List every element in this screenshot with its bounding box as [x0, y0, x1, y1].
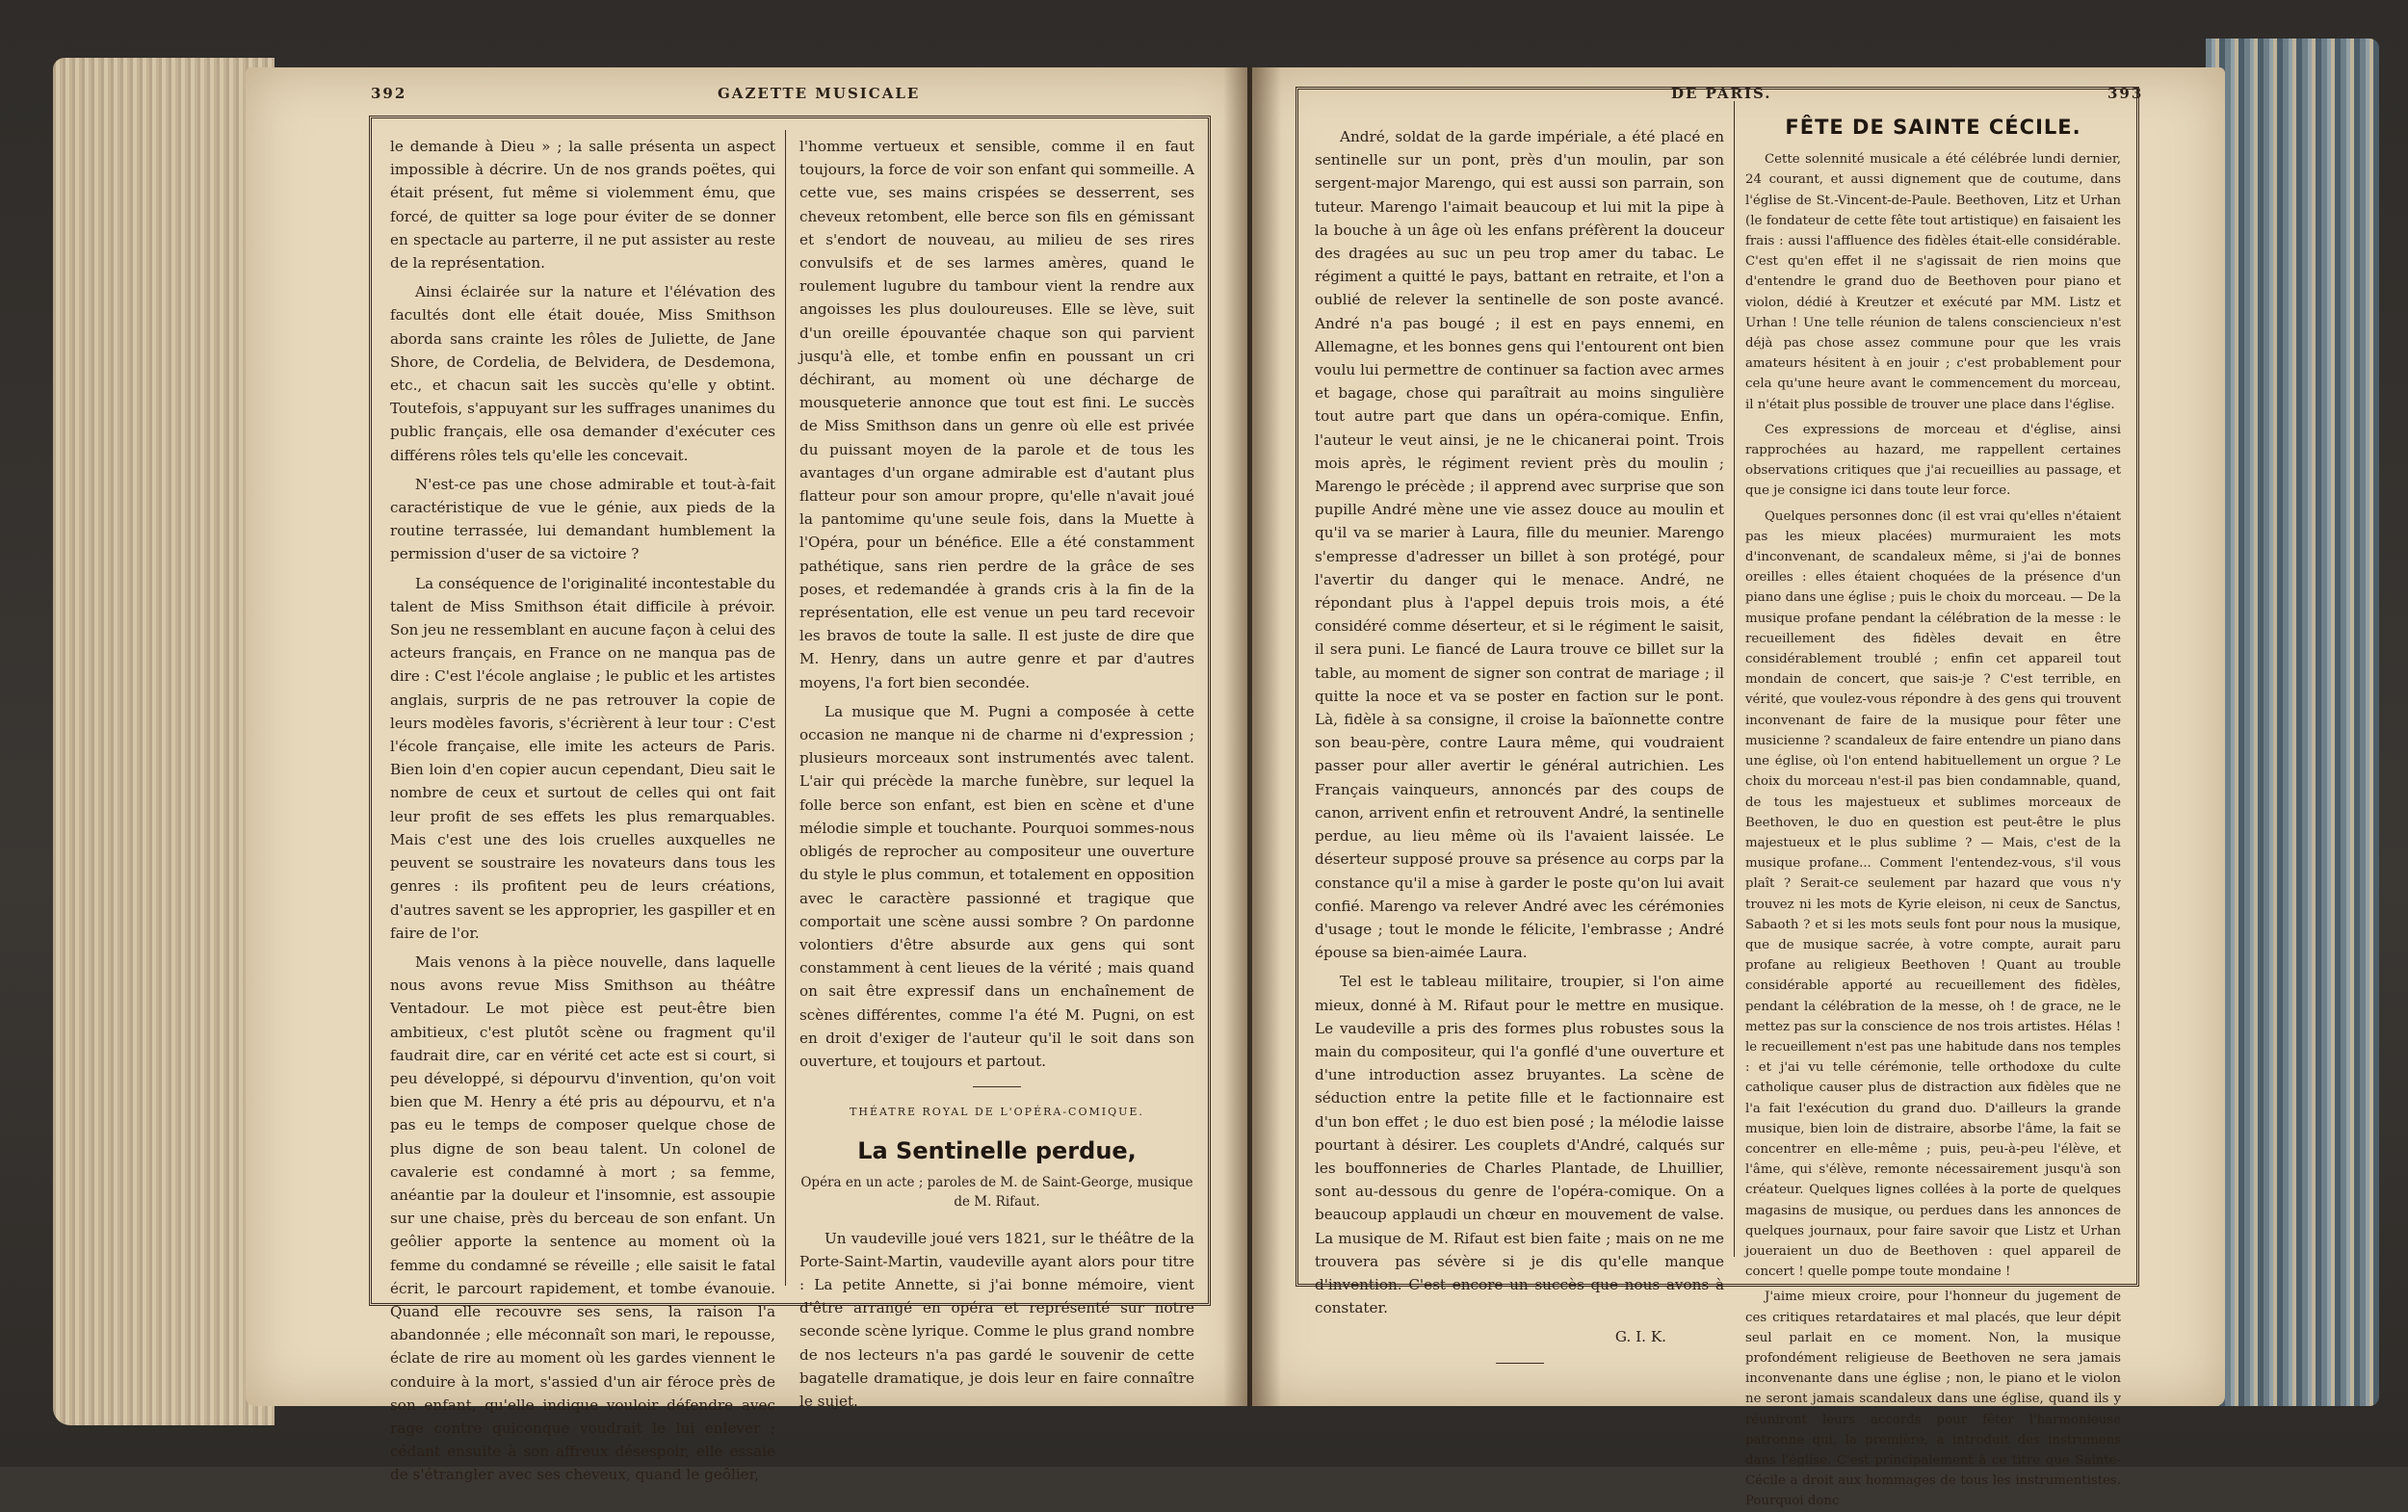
- paragraph: J'aime mieux croire, pour l'honneur du jugement de ces critiques retardataires et mal placés, que leur dépit seul parlait en ce moment. Non, la musique profondément religieuse de Beethoven ne sera jamais inconvenante dans une église ; non, le piano et le violon ne seront jamais scandaleux dans une église, quand ils y réuniront leurs accords pour fêter l'harmonieuse patronne qui, la première, a introduit des instrumens dans l'église. C'est principalement à ce titre que Sainte-Cécile a droit aux hommages de tous les instrumentistes. Pourquoi donc: [1745, 1290, 2121, 1509]
- paragraph: Ainsi éclairée sur la nature et l'élévation des facultés dont elle était douée, Miss Smithson aborda sans crainte les rôles de Juliette, de Jane Shore, de Cordelia, de Belvidera, de Desdemona, etc., et chacun sait les succès qu'elle y obtint. Toutefois, s'appuyant sur les suffrages unanimes du public français, elle osa demander d'exécuter ces différens rôles tels qu'elle les concevait.: [390, 283, 775, 464]
- article-title: La Sentinelle perdue,: [857, 1137, 1137, 1165]
- book-fore-edge-left: [53, 58, 275, 1425]
- paragraph: La musique que M. Pugni a composée à cette occasion ne manque ni de charme ni d'expression ; plusieurs morceaux sont instrumentés avec talent. L'air qui précède la marche funèbre, sur lequel la folle berce son enfant, est bien en scène et d'une mélodie simple et touchante. Pourquoi sommes-nous obligés de reprocher au compositeur une ouverture du style le plus commun, et totalement en opposition avec le caractère passionné et tragique que comportait une scène aussi sombre ? On pardonne volontiers d'être absurde aux gens qui sont constamment à cent lieues de la vérité ; mais quand on sait être expressif dans un enchaînement de scènes différentes, comme l'a été M. Pugni, on est en droit d'exiger de l'auteur qu'il le soit dans son ouverture, et toujours et partout.: [799, 702, 1194, 1070]
- paragraph: Ces expressions de morceau et d'église, ainsi rapprochées au hazard, me rappellent certaines observations critiques que j'ai recueillies au passage, et que je consigne ici dans toute leur force.: [1745, 422, 2121, 499]
- paragraph: Mais venons à la pièce nouvelle, dans laquelle nous avons revue Miss Smithson au théâtre Ventadour. Le mot pièce est peut-être bien ambitieux, c'est plutôt scène ou fragment qu'il faudrait dire, car en vérité cet acte est si court, si peu développé, si dépourvu d'invention, qu'on voit bien que M. Henry a été pris au dépourvu, et n'a pas eu le temps de composer quelque chose de plus digne de son beau talent. Un colonel de cavalerie est condamné à mort ; sa femme, anéantie par la douleur et l'insomnie, est assoupie sur une chaise, près du berceau de son enfant. Un geôlier apporte la sentence au moment où la femme du condamné se réveille ; elle saisit le fatal écrit, le parcourt rapidement, et tombe évanouie. Quand elle recouvre ses sens, la raison l'a abandonnée ; elle méconnaît son mari, le repousse, éclate de rire au moment où les gardes viennent le conduire à la mort, s'assied d'un air féroce près de son enfant, qu'elle indique vouloir défendre avec rage contre quiconque voudrait le lui enlever ; cédant ensuite à son affreux désespoir, elle essaie de s'étrangler avec ses cheveux, quand le geôlier,: [390, 952, 775, 1484]
- left-page-number: 392: [371, 85, 407, 102]
- left-column-2: [799, 135, 1194, 1410]
- section-divider: [1496, 1363, 1544, 1364]
- right-column-2: [1745, 114, 2121, 1509]
- fete-title: FÊTE DE SAINTE CÉCILE.: [1785, 116, 2081, 139]
- right-running-head: DE PARIS.: [1671, 85, 1772, 102]
- section-label: THÉATRE ROYAL DE L'OPÉRA-COMIQUE.: [850, 1106, 1144, 1119]
- article-subtitle: Opéra en un acte ; paroles de M. de Saint-George, musique de M. Rifaut.: [800, 1174, 1193, 1210]
- paragraph: Un vaudeville joué vers 1821, sur le théâtre de la Porte-Saint-Martin, vaudeville ayant alors pour titre : La petite Annette, si j'ai bonne mémoire, vient d'être arrangé en opéra et représenté sur notre seconde scène lyrique. Comme le plus grand nombre de nos lecteurs n'a pas gardé le souvenir de cette bagatelle dramatique, je dois leur en faire connaître le sujet.: [799, 1229, 1194, 1410]
- paragraph: N'est-ce pas une chose admirable et tout-à-fait caractéristique de vue le génie, aux pieds de la routine terrassée, lui demandant humblement la permission d'user de sa victoire ?: [390, 475, 775, 563]
- left-column-1: [390, 135, 775, 1484]
- book-gutter: [1223, 67, 1281, 1406]
- right-column-1: [1315, 125, 1724, 1346]
- paragraph: le demande à Dieu » ; la salle présenta un aspect impossible à décrire. Un de nos grands poëtes, qui était présent, fut même si violemment ému, que forcé, de quitter sa loge pour éviter de se donner en spectacle au parterre, il ne put assister au reste de la représentation.: [390, 138, 775, 273]
- paragraph: La conséquence de l'originalité incontestable du talent de Miss Smithson était difficile à prévoir. Son jeu ne ressemblant en aucune façon à celui des acteurs français, en France on ne manqua pas de dire : C'est l'école anglaise ; le public et les artistes anglais, surpris de ne pas retrouver la copie de leurs modèles favoris, s'écrièrent à leur tour : C'est l'école française, elle imite les acteurs de Paris. Bien loin d'en copier aucun cependant, Dieu sait le nombre de ceux et surtout de celles qui ont fait leur profit de ses effets les plus remarquables. Mais c'est une des lois cruelles auxquelles ne peuvent se soustraire les novateurs dans tous les genres : ils profitent peu de leurs créations, d'autres savent se les approprier, les gaspiller et en faire de l'or.: [390, 574, 775, 942]
- paragraph: Quelques personnes donc (il est vrai qu'elles n'étaient pas les mieux placées) murmuraient les mots d'inconvenant, de scandaleux même, si j'ai de bonnes oreilles : elles étaient choquées de la présence d'un piano dans une église ; puis le choix du morceau. — De la musique profane pendant la célébration de la messe : le recueillement des fidèles devait en être considérablement troublé ; enfin cet appareil tout mondain de concert, que sais-je ? C'est terrible, en vérité, que voulez-vous répondre à des gens qui trouvent inconvenant de faire de la musique pour fêter une musicienne ? scandaleux de faire entendre un piano dans une église, où l'on entend habituellement un orgue ? Le choix du morceau n'est-il pas bien condamnable, quand, de tous les majestueux et sublimes morceaux de Beethoven, le duo en question est peut-être le plus majestueux et le plus sublime ? — Mais, c'est de la musique profane... Comment l'entendez-vous, s'il vous plaît ? Serait-ce seulement par hazard que vous n'y trouvez ni les mots de Kyrie eleison, ni ceux de Sanctus, Sabaoth ? et si les mots seuls font pour nous la musique, que de musique sacrée, à votre compte, aurait paru profane au religieux Beethoven ! Quant au trouble considérable apporté au recueillement des fidèles, pendant la célébration de la messe, oh ! de grace, ne le mettez pas sur la conscience de nos trois artistes. Hélas ! le recueillement n'est pas une habitude dans nos temples : et j'ai vu telle cérémonie, telle orthodoxe du culte catholique causer plus de distraction aux fidèles que ne l'a fait l'exécution du grand duo. D'ailleurs la grande musique, bien loin de distraire, absorbe l'âme, la fait se concentrer en elle-même ; puis, peu-à-peu l'élève, et l'âme, qui s'élève, remonte nécessairement jusqu'à son créateur. Quelques lignes collées à la porte de quelques magasins de musique, ou perdues dans les annonces de quelques journaux, pour faire savoir que Listz et Urhan joueraient un duo de Beethoven : quel appareil de concert ! quelle pompe toute mondaine !: [1745, 508, 2121, 1280]
- paragraph: Cette solennité musicale a été célébrée lundi dernier, 24 courant, et aussi dignement que de coutume, dans l'église de St.-Vincent-de-Paule. Beethoven, Litz et Urhan (le fondateur de cette fête tout artistique) en faisaient les frais : aussi l'affluence des fidèles était-elle considérable. C'est qu'en effet il ne s'agissait de rien moins que d'entendre le grand duo de Beethoven pour piano et violon, dédié à Kreutzer et exécuté par MM. Listz et Urhan ! Une telle réunion de talens consciencieux n'est déjà pas chose assez commune pour que les vrais amateurs hésitent à en jouir ; c'est probablement pour cela qu'une heure avant le commencement du morceau, il n'était plus possible de trouver une place dans l'église.: [1745, 152, 2121, 412]
- right-page-number: 393: [2107, 85, 2144, 102]
- paragraph: André, soldat de la garde impériale, a été placé en sentinelle sur un pont, près d'un moulin, par son sergent-major Marengo, qui est aussi son parrain, son tuteur. Marengo l'aimait beaucoup et lui mit la pipe à la bouche à un âge où les enfans préfèrent la douceur des dragées au suc un peu trop amer du tabac. Le régiment a quitté le pays, battant en retraite, et l'on a oublié de relever la sentinelle de son poste avancé. André n'a pas bougé ; il est en pays ennemi, en Allemagne, et les bonnes gens qui l'entourent ont bien voulu lui permettre de continuer sa faction avec armes et bagage, chose qui paraîtrait au moins singulière tout autre part que dans un opéra-comique. Enfin, l'auteur le veut ainsi, je ne le chicanerai point. Trois mois après, le régiment revient près du moulin ; Marengo le précède ; il apprend avec surprise que son pupille André mène une vie assez douce au moulin et qu'il va se marier à Laura, fille du meunier. Marengo s'empresse d'adresser un billet à son protégé, pour l'avertir du danger qui le menace. André, ne répondant plus à l'appel depuis trois mois, a été considéré comme déserteur, et si le régiment le saisit, il sera puni. Le fiancé de Laura trouve ce billet sur la table, au moment de signer son contrat de mariage ; il quitte la noce et va se poster en faction sur le pont. Là, fidèle à sa consigne, il croise la baïonnette contre son beau-père, contre Laura même, qui voudraient passer pour aller avertir le général autrichien. Les Français vainqueurs, annoncés par des coups de canon, arrivent enfin et retrouvent André, la sentinelle perdue, au lieu même où ils l'avaient laissée. Le déserteur supposé prouve sa présence au corps par la constance qu'il a mise à garder le poste qu'on lui avait confié. Marengo va relever André avec les cérémonies d'usage ; tout le monde le félicite, l'embrasse ; André épouse sa bien-aimée Laura.: [1315, 128, 1724, 962]
- book-cover-edge-right: [2206, 39, 2379, 1406]
- left-running-head: GAZETTE MUSICALE: [718, 85, 921, 102]
- section-divider: [973, 1086, 1021, 1087]
- author-signature: G. I. K.: [1614, 1328, 1666, 1346]
- left-column-rule: [785, 130, 786, 1286]
- paragraph: Tel est le tableau militaire, troupier, si l'on aime mieux, donné à M. Rifaut pour le mettre en musique. Le vaudeville a pris des formes plus robustes sous la main du compositeur, qui l'a gonflé d'une ouverture et d'une introduction assez bruyantes. La scène de séduction entre la petite fille et le factionnaire est d'un bon effet ; le duo est bien posé ; la mélodie laisse pourtant à désirer. Les couplets d'André, calqués sur les bouffonneries de Charles Plantade, de Lhuillier, sont au-dessous du genre de l'opéra-comique. On a beaucoup applaudi un chœur en mouvement de valse. La musique de M. Rifaut est bien faite ; mais on ne me trouvera pas sévère si je dis qu'elle manque d'invention. C'est encore un succès que nous avons à constater.: [1315, 973, 1724, 1317]
- right-column-rule: [1734, 101, 1735, 1257]
- paragraph: l'homme vertueux et sensible, comme il en faut toujours, la force de voir son enfant qui sommeille. A cette vue, ses mains crispées se desserrent, ses cheveux retombent, elle berce son fils en gémissant et s'endort de nouveau, au milieu de ses rires convulsifs et de ses larmes amères, quand le roulement lugubre du tambour vient la rendre aux angoisses les plus douloureuses. Elle se lève, suit d'un oreille épouvantée chaque son qui parvient jusqu'à elle, et tombe enfin en poussant un cri déchirant, au moment où une décharge de mousqueterie annonce que tout est fini. Le succès de Miss Smithson dans un genre où elle est privée du puissant moyen de la parole et de tous les avantages d'un organe admirable est d'autant plus flatteur pour son amour propre, qu'elle n'avait joué la pantomime qu'une seule fois, dans la Muette à l'Opéra, pour un bénéfice. Elle a été constamment pathétique, sans rien perdre de la grâce de ses poses, et redemandée à grands cris à la fin de la représentation, elle est venue un peu tard recevoir les bravos de toute la salle. Il est juste de dire que M. Henry, dans un autre genre et par d'autres moyens, l'a fort bien secondée.: [799, 138, 1194, 691]
